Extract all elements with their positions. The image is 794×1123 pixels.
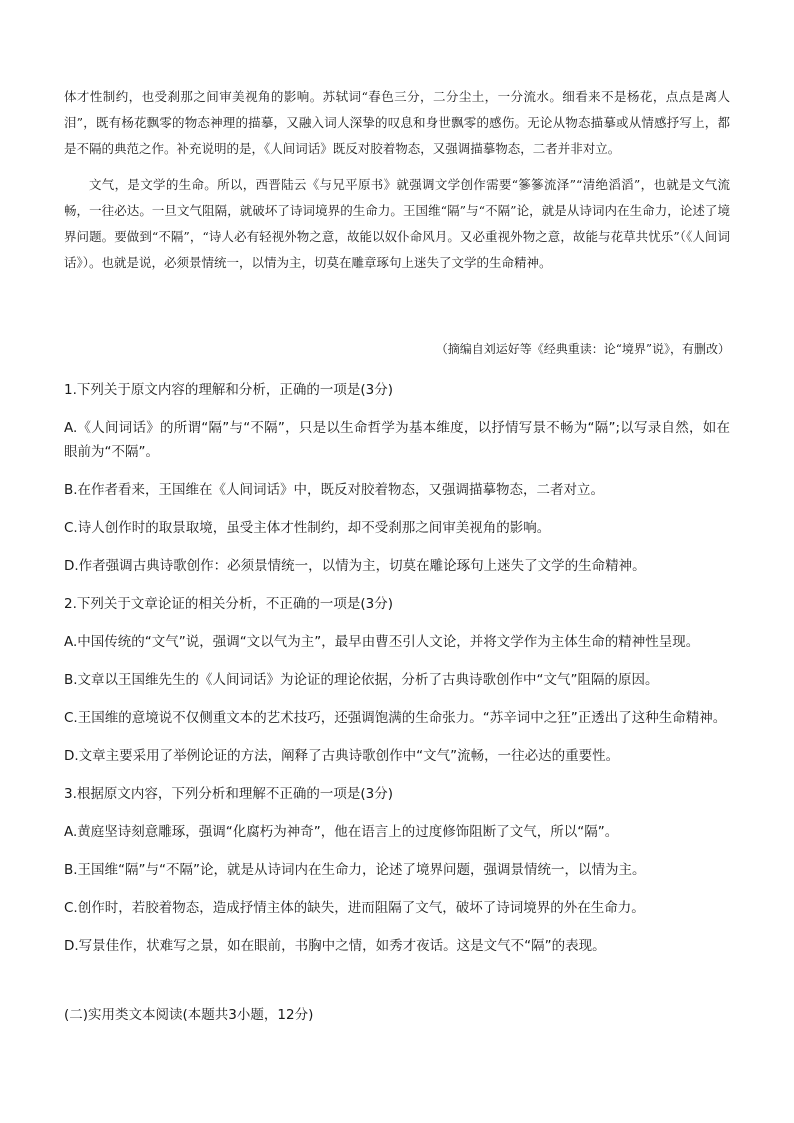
question-2-option-a: A.中国传统的“文气”说，强调“文以气为主”，最早由曹丕引人文论，并将文学作为主体生命的精神性呈现。 [64, 634, 700, 650]
question-1-option-d: D.作者强调古典诗歌创作：必须景情统一，以情为主，切莫在雕论琢句上迷失了文学的生命精神。 [64, 558, 646, 574]
question-3-option-b: B.王国维“隔”与“不隔”论，就是从诗词内在生命力，论述了境界问题，强调景情统一，以情为主。 [64, 862, 646, 878]
passage-paragraph-1: 体才性制约，也受刹那之间审美视角的影响。苏轼词“春色三分，二分尘土，一分流水。细看来不是杨花，点点是离人泪”，既有杨花飘零的物态神理的描摹，又融入词人深挚的叹息和身世飘零的感伤。无论从物态描摹或从情感抒写上，都是不隔的典范之作。补充说明的是，《人间词话》既反对胶着物态，又强调描摹物态，二者并非对立。 [64, 89, 730, 156]
question-1-option-c: C.诗人创作时的取景取境，虽受主体才性制约，却不受刹那之间审美视角的影响。 [64, 520, 551, 536]
question-1-stem: 1.下列关于原文内容的理解和分析，正确的一项是(3分) [64, 382, 394, 398]
question-2-option-d: D.文章主要采用了举例论证的方法，阐释了古典诗歌创作中“文气”流畅，一往必达的重要性。 [64, 748, 620, 764]
passage [64, 84, 730, 276]
source-citation: （摘编自刘运好等《经典重读：论“境界”说》，有删改） [435, 342, 730, 356]
section-heading: (二)实用类文本阅读(本题共3小题，12分) [64, 1007, 314, 1023]
question-3-option-c: C.创作时，若胶着物态，造成抒情主体的缺失，进而阻隔了文气，破坏了诗词境界的外在生命力。 [64, 900, 645, 916]
question-3-option-a: A.黄庭坚诗刻意雕琢，强调“化腐朽为神奇”，他在语言上的过度修饰阻断了文气，所以“隔”。 [64, 824, 619, 840]
question-3-option-d: D.写景佳作，状难写之景，如在眼前，书胸中之情，如秀才夜话。这是文气不“隔”的表现。 [64, 938, 606, 954]
question-1-option-b: B.在作者看来，王国维在《人间词话》中，既反对胶着物态，又强调描摹物态，二者对立。 [64, 482, 605, 498]
question-list [64, 378, 730, 972]
question-3-stem: 3.根据原文内容，下列分析和理解不正确的一项是(3分) [64, 786, 394, 802]
passage-paragraph-2: 文气，是文学的生命。所以，西晋陆云《与兄平原书》就强调文学创作需要“篸篸流泽”“清绝滔滔”，也就是文气流畅，一往必达。一旦文气阻隔，就破坏了诗词境界的生命力。王国维“隔”与“不隔”论，就是从诗词内在生命力，论述了境界问题。要做到“不隔”，“诗人必有轻视外物之意，故能以奴仆命风月。又必重视外物之意，故能与花草共忧乐”（《人间词话》）。也就是说，必须景情统一，以情为主，切莫在雕章琢句上迷失了文学的生命精神。 [64, 177, 730, 270]
question-2-stem: 2.下列关于文章论证的相关分析，不正确的一项是(3分) [64, 596, 394, 612]
question-2-option-b: B.文章以王国维先生的《人间词话》为论证的理论依据，分析了古典诗歌创作中“文气”阻隔的原因。 [64, 672, 659, 688]
question-2-option-c: C.王国维的意境说不仅侧重文本的艺术技巧，还强调饱满的生命张力。“苏辛词中之狂”正透出了这种生命精神。 [64, 710, 727, 726]
question-1-option-a: A.《人间词话》的所谓“隔”与“不隔”，只是以生命哲学为基本维度，以抒情写景不畅为“隔”;以写录自然，如在眼前为“不隔”。 [64, 420, 730, 460]
